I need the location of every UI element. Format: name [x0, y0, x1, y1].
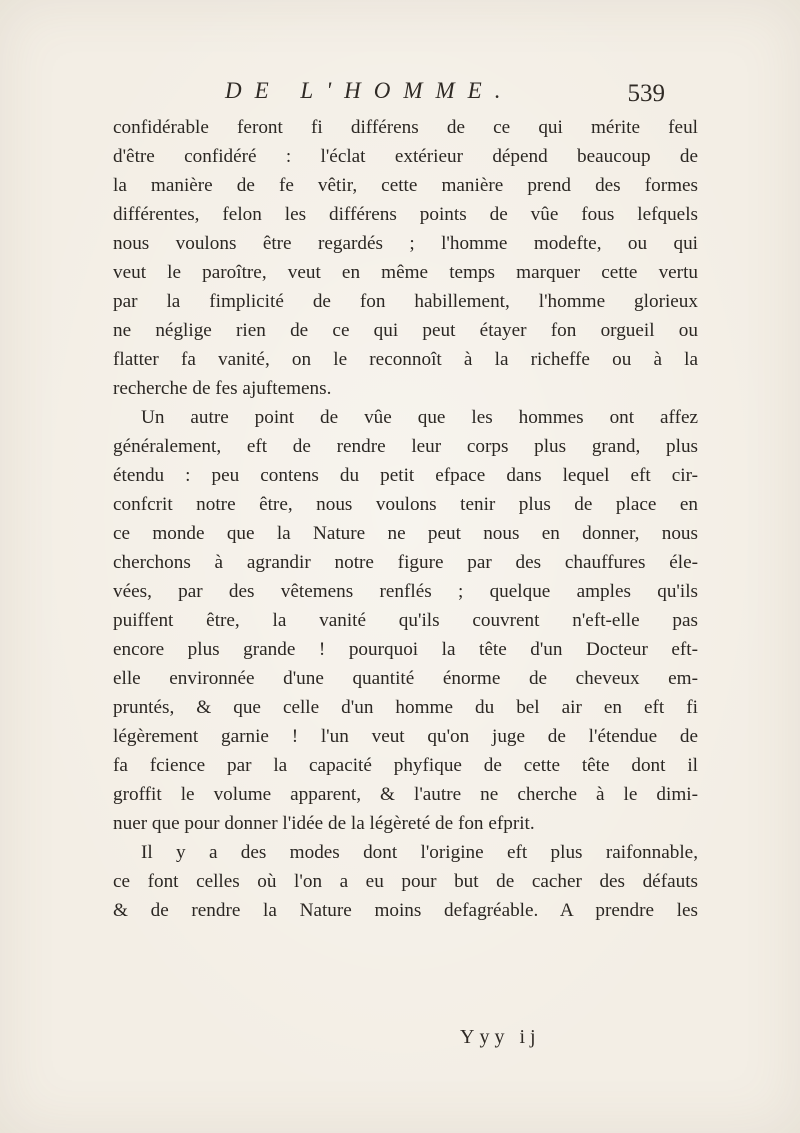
- text-line: généralement, eft de rendre leur corps plus grand, plus: [113, 436, 698, 457]
- text-line: ce font celles où l'on a eu pour but de cacher des défauts: [113, 871, 698, 892]
- running-head: DE L'HOMME.: [225, 78, 514, 103]
- text-line: la manière de fe vêtir, cette manière prend des formes: [113, 175, 698, 196]
- text-line: ne néglige rien de ce qui peut étayer fon orgueil ou: [113, 320, 698, 341]
- text-line: nous voulons être regardés ; l'homme modefte, ou qui: [113, 233, 698, 254]
- signature-mark: Yyy ij: [460, 1026, 541, 1048]
- text-line: confcrit notre être, nous voulons tenir plus de place en: [113, 494, 698, 515]
- text-line: d'être confidéré : l'éclat extérieur dépend beaucoup de: [113, 146, 698, 167]
- text-line: cherchons à agrandir notre figure par des chauffures éle-: [113, 552, 698, 573]
- text-line: & de rendre la Nature moins defagréable. A prendre les: [113, 900, 698, 921]
- text-line: légèrement garnie ! l'un veut qu'on juge de l'étendue de: [113, 726, 698, 747]
- text-line: pruntés, & que celle d'un homme du bel air en eft fi: [113, 697, 698, 718]
- text-line: veut le paroître, veut en même temps marquer cette vertu: [113, 262, 698, 283]
- text-line: Un autre point de vûe que les hommes ont affez: [141, 407, 698, 428]
- text-line: par la fimplicité de fon habillement, l'homme glorieux: [113, 291, 698, 312]
- text-line: encore plus grande ! pourquoi la tête d'un Docteur eft-: [113, 639, 698, 660]
- text-line: elle environnée d'une quantité énorme de cheveux em-: [113, 668, 698, 689]
- text-line: étendu : peu contens du petit efpace dans lequel eft cir-: [113, 465, 698, 486]
- page-number: 539: [627, 80, 665, 107]
- text-line: nuer que pour donner l'idée de la légèreté de fon efprit.: [113, 813, 535, 834]
- text-line: ce monde que la Nature ne peut nous en donner, nous: [113, 523, 698, 544]
- text-line: différentes, felon les différens points de vûe fous lefquels: [113, 204, 698, 225]
- text-line: vées, par des vêtemens renflés ; quelque amples qu'ils: [113, 581, 698, 602]
- text-line: confidérable feront fi différens de ce qui mérite feul: [113, 117, 698, 138]
- text-line: recherche de fes ajuftemens.: [113, 378, 332, 399]
- text-line: flatter fa vanité, on le reconnoît à la richeffe ou à la: [113, 349, 698, 370]
- text-line: Il y a des modes dont l'origine eft plus raifonnable,: [141, 842, 698, 863]
- text-line: fa fcience par la capacité phyfique de cette tête dont il: [113, 755, 698, 776]
- page-header: [225, 78, 665, 114]
- body-text: [113, 113, 698, 925]
- text-line: groffit le volume apparent, & l'autre ne cherche à le dimi-: [113, 784, 698, 805]
- text-line: puiffent être, la vanité qu'ils couvrent n'eft-elle pas: [113, 610, 698, 631]
